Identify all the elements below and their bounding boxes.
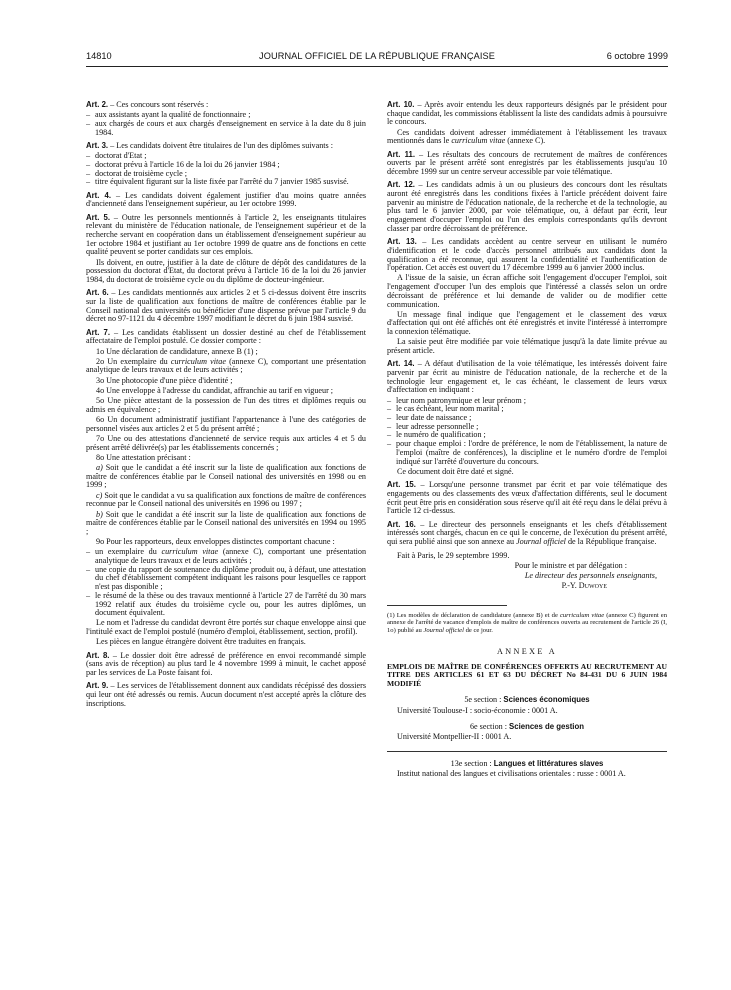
article-7-item-8b: b) Soit que le candidat a été inscrit sur la liste de qualification aux fonctions de maître de conférences établie par le Conseil national des universités en 1994 ou 1995 ; xyxy=(86,509,366,536)
list-item: – le numéro de qualification ; xyxy=(387,431,667,440)
list-item: – aux assistants ayant la qualité de fonctionnaire ; xyxy=(86,111,366,120)
article-2: Art. 2. – Ces concours sont réservés : xyxy=(86,101,209,109)
right-column xyxy=(387,101,667,781)
article-9: Art. 9. – Les services de l'établissement donnent aux candidats récépissé des dossiers qui leur ont été adressés ou remis. Aucun document n'est accepté après la clôture des inscriptions. xyxy=(86,681,366,708)
article-7-item-7: 7o Une ou des attestations d'ancienneté de service requis aux articles 4 et 5 du présent arrêté délivrée(s) par les établissements concernés ; xyxy=(86,433,366,452)
list-item: – titre équivalent figurant sur la liste fixée par l'arrêté du 7 janvier 1985 susvisé. xyxy=(86,178,366,187)
article-7-paragraph: Le nom et l'adresse du candidat devront être portés sur chaque enveloppe ainsi que l'intitulé exact de l'emploi postulé (numéro d'emploi, établissement, section, profil). xyxy=(86,618,366,637)
article-7-item-8: 8o Une attestation précisant : xyxy=(96,452,191,462)
left-column xyxy=(86,101,366,981)
list-item: – doctorat de troisième cycle ; xyxy=(86,170,366,179)
article-11: Art. 11. – Les résultats des concours de recrutement de maîtres de conférences ouverts par le présent arrêté sont enregistrés par les établissements jusqu'au 10 décembre 1999 sur un centre serveur accessible par voie télématique. xyxy=(387,149,667,177)
list-item: – le résumé de la thèse ou des travaux mentionné à l'article 27 de l'arrêté du 30 mars 1992 relatif aux études du troisième cycle ou, pour les autres diplômes, un document équivalent. xyxy=(86,592,366,618)
signing-place-date: Fait à Paris, le 29 septembre 1999. xyxy=(397,550,510,560)
page-number: 14810 xyxy=(86,51,112,61)
header-rule xyxy=(86,66,668,67)
section-13-entry: Institut national des langues et civilisations orientales : russe : 0001 A. xyxy=(397,769,626,779)
article-7-item-5: 5o Une pièce attestant de la possession de l'un des titres et diplômes requis ou admis en équivalence ; xyxy=(86,396,366,414)
list-item: – aux chargés de cours et aux chargés d'enseignement en service à la date du 8 juin 1984. xyxy=(86,120,366,137)
article-3-list xyxy=(86,152,366,187)
article-6: Art. 6. – Les candidats mentionnés aux articles 2 et 5 ci-dessus doivent être inscrits sur la liste de qualification aux fonctions de maître de conférences établie par le Conseil national des universités ou bénéficier d'une dispense prévue par l'article 9 du décret no 97-1121 du 4 décembre 1997 modifiant le décret du 6 juin 1984 susvisé. xyxy=(86,288,366,324)
article-2-list xyxy=(86,111,366,137)
section-13-heading: 13e section : Langues et littératures slaves xyxy=(450,759,604,769)
list-item: – leur date de naissance ; xyxy=(387,414,667,423)
list-item: – leur adresse personnelle ; xyxy=(387,423,667,432)
page-header xyxy=(86,51,668,65)
article-10: Art. 10. – Après avoir entendu les deux rapporteurs désignés par le président pour chaque candidat, les commissions établissent la liste des candidats admis à poursuivre le concours. xyxy=(387,100,667,127)
list-item: – le cas échéant, leur nom marital ; xyxy=(387,405,667,414)
annex-title: EMPLOIS DE MAÎTRE DE CONFÉRENCES OFFERTS AU RECRUTEMENT AU TITRE DES ARTICLES 61 ET 63 DU DÉCRET No 84-431 DU 6 JUIN 1984 MODIFIÉ xyxy=(387,661,667,688)
list-item: – un exemplaire du curriculum vitae (annexe C), comportant une présentation analytique de leurs travaux et de leurs activités ; xyxy=(86,548,366,565)
article-13: Art. 13. – Les candidats accèdent au centre serveur en utilisant le numéro d'identification et le code d'accès personnel attribués aux candidats dont la qualification a été reconnue, qui assurent la confidentialité et l'authentification de l'opération. Cet accès est ouvert du 17 décembre 1999 au 6 janvier 2000 inclus. xyxy=(387,237,667,273)
article-7-item-8c: c) Soit que le candidat a vu sa qualification aux fonctions de maître de conférences reconnue par le Conseil national des universités en 1996 ou 1997 ; xyxy=(86,490,366,509)
list-item: – doctorat prévu à l'article 16 de la loi du 26 janvier 1984 ; xyxy=(86,161,366,170)
section-5-heading: 5e section : Sciences économiques xyxy=(464,695,590,705)
list-item: – pour chaque emploi : l'ordre de préférence, le nom de l'établissement, la nature de l'emploi (maître de conférences), la discipline et le numéro d'ordre de l'emploi indiqué sur l'arrêté d'ouverture du concours. xyxy=(387,440,667,466)
list-item: – doctorat d'Etat ; xyxy=(86,152,366,161)
article-8: Art. 8. – Le dossier doit être adressé de préférence en envoi recommandé simple (sans avis de réception) au plus tard le 4 novembre 1999 à minuit, le cachet apposé par les services de La Poste faisant foi. xyxy=(86,650,366,678)
article-7-item-2: 2o Un exemplaire du curriculum vitae (annexe C), comportant une présentation analytique de leurs travaux et de leurs activités ; xyxy=(86,356,366,375)
section-6-heading: 6e section : Sciences de gestion xyxy=(469,722,584,732)
signature-line: Pour le ministre et par délégation : xyxy=(514,560,627,570)
article-5: Art. 5. – Outre les personnels mentionnés à l'article 2, les enseignants titulaires relevant du ministère de l'éducation nationale, de l'enseignement supérieur et de la recherche servant en coopération dans un établissement d'enseignement supérieur au 1er octobre 1984 et justifiant au 1er octobre 1999 de quatre ans de fonctions en cette qualité peuvent se porter candidats sur ces emplois. xyxy=(86,212,366,257)
article-7-item-6: 6o Un document administratif justifiant l'appartenance à l'une des catégories de personnel visées aux articles 2 et 5 du présent arrêté ; xyxy=(86,414,366,433)
article-7-item-1: 1o Une déclaration de candidature, annexe B (1) ; xyxy=(96,346,258,356)
section-separator xyxy=(387,751,667,752)
footnote-rule xyxy=(387,605,507,606)
issue-date: 6 octobre 1999 xyxy=(606,51,668,61)
article-14-paragraph: Ce document doit être daté et signé. xyxy=(397,466,514,476)
article-7-item-8a: a) Soit que le candidat a été inscrit sur la liste de qualification aux fonctions de maître de conférences établie par le Conseil national des universités en 1998 ou en 1999 ; xyxy=(86,462,366,490)
article-12: Art. 12. – Les candidats admis à un ou plusieurs des concours dont les résultats auront été enregistrés dans les conditions fixées à l'article précédent doivent faire parvenir au ministre de l'éducation nationale, de la recherche et de la technologie, au plus tard le 6 janvier 2000, par voie télématique, ou, à défaut par écrit, leur engagement d'occuper l'emploi ou l'un des emplois correspondants qu'ils devront classer par ordre décroissant de préférence. xyxy=(387,180,668,233)
signature-title: Le directeur des personnels enseignants, xyxy=(524,571,657,581)
footnote: (1) Les modèles de déclaration de candidature (annexe B) et de curriculum vitae (annexe C) figurent en annexe de l'arrêté de vacance d'emplois de maître de conférences ouverts au recrutement de l'article 26 (I, 1o) publié au Journal officiel de ce jour. xyxy=(387,611,668,634)
article-13-paragraph: Un message final indique que l'engagement et le classement des vœux d'affectation qui ont été affichés ont été enregistrés et invite l'intéressé à interrompre la connexion télématique. xyxy=(387,309,667,337)
article-16: Art. 16. – Le directeur des personnels enseignants et les chefs d'établissement intéressés sont chargés, chacun en ce qui le concerne, de l'exécution du présent arrêté, qui sera publié ainsi que son annexe au Journal officiel de la République française. xyxy=(387,519,667,546)
article-13-paragraph: La saisie peut être modifiée par voie télématique jusqu'à la date limite prévue au présent article. xyxy=(387,337,667,356)
article-7-item-9: 9o Pour les rapporteurs, deux enveloppes distinctes comportant chacune : xyxy=(96,537,335,547)
article-5-paragraph: Ils doivent, en outre, justifier à la date de clôture de dépôt des candidatures de la possession du doctorat d'Etat, du doctorat prévu à l'article 16 de la loi du 26 janvier 1984, du doctorat de troisième cycle ou du diplôme de docteur-ingénieur. xyxy=(86,257,366,284)
article-7-envelope-list xyxy=(86,548,366,618)
article-14: Art. 14. – A défaut d'utilisation de la voie télématique, les intéressés doivent faire parvenir par écrit au ministre de l'éducation nationale, de la recherche et de la technologie leur engagement et, le cas échéant, le classement de leurs vœux d'affectation en indiquant : xyxy=(387,359,667,395)
article-14-list xyxy=(387,397,667,467)
section-5-entry: Université Toulouse-I : socio-économie : 0001 A. xyxy=(397,705,558,715)
list-item: – leur nom patronymique et leur prénom ; xyxy=(387,397,667,406)
article-7-item-3: 3o Une photocopie d'une pièce d'identité ; xyxy=(96,375,233,385)
signatory-name: P.-Y. Duwoye xyxy=(561,581,607,591)
article-10-paragraph: Ces candidats doivent adresser immédiatement à l'établissement les travaux mentionnés dans le curriculum vitae (annexe C). xyxy=(387,127,667,146)
article-7-paragraph: Les pièces en langue étrangère doivent être traduites en français. xyxy=(96,637,306,647)
section-6-entry: Université Montpellier-II : 0001 A. xyxy=(397,732,512,742)
journal-title: JOURNAL OFFICIEL DE LA RÉPUBLIQUE FRANÇAISE xyxy=(259,51,495,61)
article-7: Art. 7. – Les candidats établissent un dossier destiné au chef de l'établissement affectataire de l'emploi postulé. Ce dossier comporte : xyxy=(86,327,366,346)
article-13-paragraph: A l'issue de la saisie, un écran affiche soit l'engagement d'occuper l'emploi, soit l'engagement d'occuper l'un des emplois que l'intéressé a classés selon un ordre décroissant de préférence et lui demande de valider ou de modifier cette communication. xyxy=(387,273,667,309)
article-15: Art. 15. – Lorsqu'une personne transmet par écrit et par voie télématique des engagements ou des classements des vœux d'affectation différents, seul le document écrit peut être pris en considération sous réserve qu'il ait été reçu dans le délai prévu à l'article 12 ci-dessus. xyxy=(387,480,667,516)
list-item: – une copie du rapport de soutenance du diplôme produit ou, à défaut, une attestation du chef d'établissement compétent indiquant les raisons pour lesquelles ce rapport n'est pas disponible ; xyxy=(86,566,366,592)
annex-heading: ANNEXE A xyxy=(496,646,558,656)
article-4: Art. 4. – Les candidats doivent également justifier d'au moins quatre années d'ancienneté dans l'enseignement supérieur, au 1er octobre 1999. xyxy=(86,190,366,209)
article-3: Art. 3. – Les candidats doivent être titulaires de l'un des diplômes suivants : xyxy=(86,140,333,150)
article-7-item-4: 4o Une enveloppe à l'adresse du candidat, affranchie au tarif en vigueur ; xyxy=(96,385,334,395)
